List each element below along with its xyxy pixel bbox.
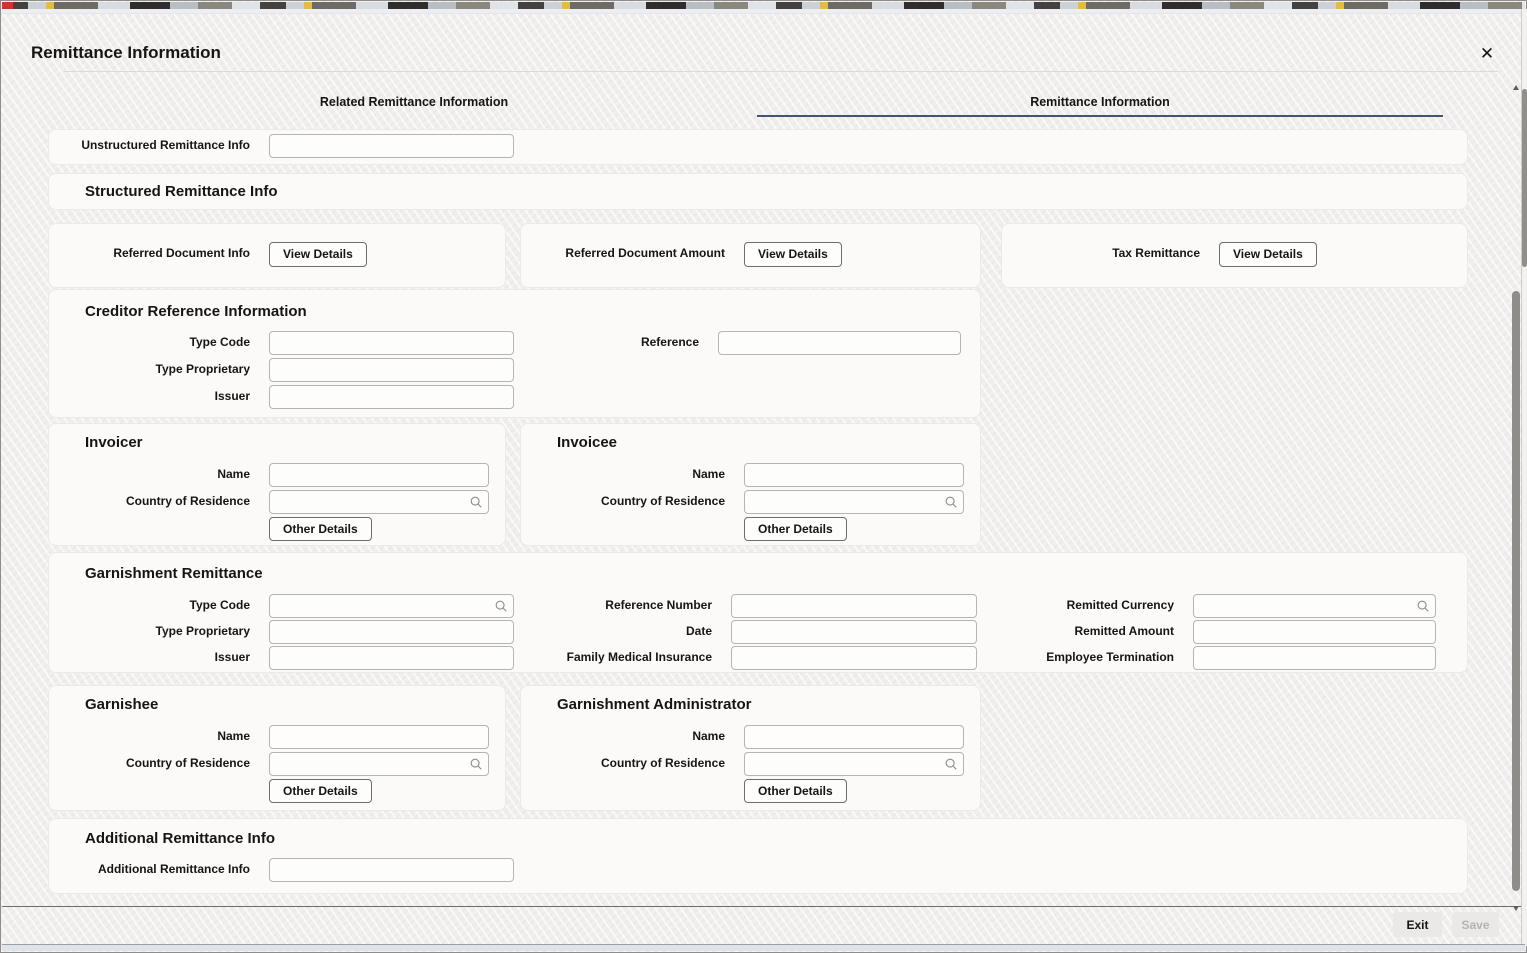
employee-termination-input[interactable] xyxy=(1193,646,1436,670)
invoicer-card xyxy=(48,423,506,546)
search-icon[interactable] xyxy=(469,495,483,509)
window-bottom-strip xyxy=(2,944,1525,951)
additional-remittance-info-label: Additional Remittance Info xyxy=(97,862,250,877)
reference-input[interactable] xyxy=(718,331,961,355)
window-scrollbar-thumb[interactable] xyxy=(1522,89,1527,267)
referred-document-info-card xyxy=(48,223,506,288)
modal-scrollbar-thumb[interactable] xyxy=(1512,291,1520,891)
garnishment-type-code-input[interactable] xyxy=(269,594,514,618)
reference-label: Reference xyxy=(640,335,699,350)
employee-termination-label: Employee Termination xyxy=(1046,650,1174,665)
additional-remittance-info-title: Additional Remittance Info xyxy=(85,830,276,847)
garnishment-remittance-card xyxy=(48,552,1468,673)
type-proprietary-label: Type Proprietary xyxy=(155,362,250,377)
search-icon[interactable] xyxy=(944,495,958,509)
window-scrollbar[interactable] xyxy=(1521,9,1527,946)
tab-bar xyxy=(71,88,1443,117)
referred-document-info-view-details-button[interactable]: View Details xyxy=(269,242,367,267)
remitted-amount-input[interactable] xyxy=(1193,620,1436,644)
garnishment-remittance-title: Garnishment Remittance xyxy=(85,565,263,582)
page-title: Remittance Information xyxy=(31,43,221,62)
garnishment-administrator-other-details-button[interactable]: Other Details xyxy=(744,779,847,803)
invoicee-name-label: Name xyxy=(692,467,725,482)
exit-button[interactable]: Exit xyxy=(1393,912,1442,937)
invoicer-name-input[interactable] xyxy=(269,463,489,487)
tab-remittance-information[interactable]: Remittance Information xyxy=(757,88,1443,117)
invoicee-other-details-button[interactable]: Other Details xyxy=(744,517,847,541)
garnishee-name-input[interactable] xyxy=(269,725,489,749)
structured-remittance-header-card xyxy=(48,173,1468,210)
invoicer-other-details-button[interactable]: Other Details xyxy=(269,517,372,541)
tax-remittance-card xyxy=(1001,223,1468,288)
date-label: Date xyxy=(685,624,712,639)
invoicee-title: Invoicee xyxy=(557,434,618,451)
invoicer-title: Invoicer xyxy=(85,434,143,451)
invoicee-country-of-residence-label: Country of Residence xyxy=(600,494,725,509)
family-medical-insurance-input[interactable] xyxy=(731,646,977,670)
garnishee-card xyxy=(48,685,506,811)
remitted-currency-label: Remitted Currency xyxy=(1066,598,1174,613)
additional-remittance-info-card xyxy=(48,818,1468,894)
garnishment-type-code-label: Type Code xyxy=(189,598,250,613)
search-icon[interactable] xyxy=(1416,599,1430,613)
issuer-input[interactable] xyxy=(269,385,514,409)
modal-scrollbar[interactable] xyxy=(1512,85,1521,911)
garnishee-country-of-residence-label: Country of Residence xyxy=(125,756,250,771)
referred-document-amount-view-details-button[interactable]: View Details xyxy=(744,242,842,267)
structured-remittance-info-title: Structured Remittance Info xyxy=(85,183,278,200)
garnishment-type-proprietary-label: Type Proprietary xyxy=(155,624,250,639)
close-icon[interactable]: ✕ xyxy=(1475,42,1499,66)
garnishment-administrator-name-input[interactable] xyxy=(744,725,964,749)
referred-document-info-label: Referred Document Info xyxy=(113,246,250,261)
referred-document-amount-label: Referred Document Amount xyxy=(565,246,725,261)
footer-divider xyxy=(2,906,1525,907)
creditor-reference-information-card xyxy=(48,289,981,418)
search-icon[interactable] xyxy=(494,599,508,613)
type-proprietary-input[interactable] xyxy=(269,358,514,382)
scroll-down-icon[interactable] xyxy=(1513,906,1519,911)
invoicer-country-of-residence-label: Country of Residence xyxy=(125,494,250,509)
invoicee-card xyxy=(520,423,981,546)
search-icon[interactable] xyxy=(944,757,958,771)
type-code-label: Type Code xyxy=(189,335,250,350)
header-divider xyxy=(64,71,1498,72)
reference-number-input[interactable] xyxy=(731,594,977,618)
garnishee-country-of-residence-input[interactable] xyxy=(269,752,489,776)
invoicer-name-label: Name xyxy=(217,467,250,482)
garnishment-issuer-input[interactable] xyxy=(269,646,514,670)
background-page-strip xyxy=(2,2,1525,9)
date-input[interactable] xyxy=(731,620,977,644)
garnishment-administrator-title: Garnishment Administrator xyxy=(557,696,752,713)
referred-document-amount-card xyxy=(520,223,981,288)
garnishment-issuer-label: Issuer xyxy=(214,650,250,665)
creditor-reference-information-title: Creditor Reference Information xyxy=(85,303,307,320)
tax-remittance-view-details-button[interactable]: View Details xyxy=(1219,242,1317,267)
search-icon[interactable] xyxy=(469,757,483,771)
scroll-up-icon[interactable] xyxy=(1513,85,1519,90)
save-button[interactable]: Save xyxy=(1452,912,1499,937)
background-red-block xyxy=(2,2,13,9)
invoicee-name-input[interactable] xyxy=(744,463,964,487)
unstructured-remittance-info-label: Unstructured Remittance Info xyxy=(81,137,250,152)
remitted-currency-input[interactable] xyxy=(1193,594,1436,618)
invoicer-country-of-residence-input[interactable] xyxy=(269,490,489,514)
invoicee-country-of-residence-input[interactable] xyxy=(744,490,964,514)
issuer-label: Issuer xyxy=(214,389,250,404)
window-top-band xyxy=(2,9,1525,14)
unstructured-remittance-card xyxy=(48,129,1468,165)
unstructured-remittance-info-input[interactable] xyxy=(269,134,514,158)
type-code-input[interactable] xyxy=(269,331,514,355)
family-medical-insurance-label: Family Medical Insurance xyxy=(566,650,712,665)
garnishee-other-details-button[interactable]: Other Details xyxy=(269,779,372,803)
tax-remittance-label: Tax Remittance xyxy=(1112,246,1200,261)
garnishment-administrator-name-label: Name xyxy=(692,729,725,744)
reference-number-label: Reference Number xyxy=(605,598,712,613)
garnishee-title: Garnishee xyxy=(85,696,159,713)
garnishee-name-label: Name xyxy=(217,729,250,744)
garnishment-administrator-country-of-residence-input[interactable] xyxy=(744,752,964,776)
garnishment-administrator-card xyxy=(520,685,981,811)
tab-related-remittance-information[interactable]: Related Remittance Information xyxy=(319,94,509,109)
garnishment-administrator-country-of-residence-label: Country of Residence xyxy=(600,756,725,771)
garnishment-type-proprietary-input[interactable] xyxy=(269,620,514,644)
additional-remittance-info-input[interactable] xyxy=(269,858,514,882)
remitted-amount-label: Remitted Amount xyxy=(1074,624,1174,639)
